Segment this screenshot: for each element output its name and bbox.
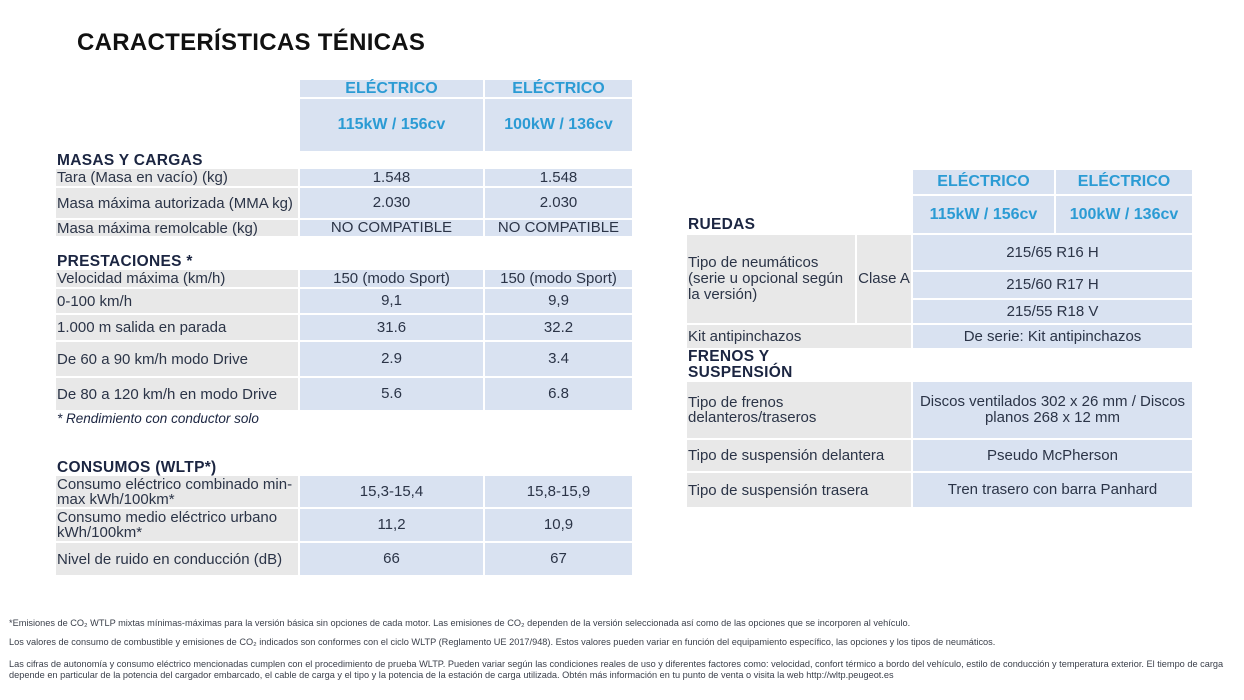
row-value: 31.6 — [300, 315, 483, 340]
right-col1-type: ELÉCTRICO — [913, 170, 1054, 194]
tyre-class: Clase A — [857, 235, 911, 323]
row-value: 66 — [300, 543, 483, 575]
right-col2-type: ELÉCTRICO — [1056, 170, 1192, 194]
section-masas: MASAS Y CARGAS — [57, 152, 203, 169]
row-label: Tara (Masa en vacío) (kg) — [56, 169, 298, 186]
row-label: Masa máxima remolcable (kg) — [56, 220, 298, 236]
row-value: Pseudo McPherson — [913, 440, 1192, 471]
row-value: 11,2 — [300, 509, 483, 541]
wltp-link[interactable]: http://wltp.peugeot.es — [806, 670, 894, 680]
footnote-emissions: *Emisiones de CO₂ WTLP mixtas mínimas-máximas para la versión básica sin opciones de cada motor. Las emisiones de CO₂ dependen de la versión seleccionada así como de las opciones que se incorporen al vehículo. — [9, 618, 911, 628]
row-value: NO COMPATIBLE — [300, 220, 483, 236]
row-label: De 60 a 90 km/h modo Drive — [56, 342, 298, 376]
row-value: Tren trasero con barra Panhard — [913, 473, 1192, 507]
row-value: 10,9 — [485, 509, 632, 541]
tyre-option: 215/60 R17 H — [913, 272, 1192, 298]
footnote-autonomy-text: Las cifras de autonomía y consumo eléctrico mencionadas cumplen con el procedimiento de prueba WLTP. Pueden variar según las condiciones reales de uso y diferentes factores como: velocidad, confort térmico a bordo del vehículo, estilo de conducción y temperatura exterior. El tiempo de carga depende en particular de la potencia del cargador embarcado, el cable de carga y el tipo y la potencia de la estación de carga utilizada. Obtén más información en tu punto de venta o visita la web — [9, 659, 1224, 680]
right-col2-power: 100kW / 136cv — [1056, 196, 1192, 233]
tyre-option: 215/65 R16 H — [913, 235, 1192, 270]
left-col2-power: 100kW / 136cv — [485, 99, 632, 151]
row-label: Velocidad máxima (km/h) — [56, 270, 298, 287]
performance-note: * Rendimiento con conductor solo — [57, 411, 259, 426]
section-consumos: CONSUMOS (WLTP*) — [57, 459, 217, 476]
row-label: Nivel de ruido en conducción (dB) — [56, 543, 298, 575]
row-value: 32.2 — [485, 315, 632, 340]
kit-label: Kit antipinchazos — [687, 325, 911, 348]
row-value: 15,3-15,4 — [300, 476, 483, 507]
tyre-option: 215/55 R18 V — [913, 300, 1192, 323]
row-value: 9,1 — [300, 289, 483, 313]
row-label: 1.000 m salida en parada — [56, 315, 298, 340]
row-value: 5.6 — [300, 378, 483, 410]
tyre-label: Tipo de neumáticos (serie u opcional según la versión) — [687, 235, 855, 323]
row-label: Tipo de suspensión delantera — [687, 440, 911, 471]
footnote-autonomy — [9, 659, 1229, 681]
row-value: 15,8-15,9 — [485, 476, 632, 507]
left-col2-type: ELÉCTRICO — [485, 80, 632, 97]
right-col1-power: 115kW / 156cv — [913, 196, 1054, 233]
page-title: CARACTERÍSTICAS TÉNICAS — [77, 29, 426, 56]
row-value: 150 (modo Sport) — [300, 270, 483, 287]
row-value: 3.4 — [485, 342, 632, 376]
row-value: 9,9 — [485, 289, 632, 313]
section-prestaciones: PRESTACIONES * — [57, 253, 193, 270]
row-value: 2.030 — [300, 188, 483, 218]
row-label: Tipo de suspensión trasera — [687, 473, 911, 507]
row-value: 6.8 — [485, 378, 632, 410]
row-value: Discos ventilados 302 x 26 mm / Discos planos 268 x 12 mm — [913, 382, 1192, 438]
row-value: 67 — [485, 543, 632, 575]
row-value: 2.030 — [485, 188, 632, 218]
row-label: Consumo medio eléctrico urbano kWh/100km* — [56, 509, 298, 541]
row-value: 2.9 — [300, 342, 483, 376]
row-label: De 80 a 120 km/h en modo Drive — [56, 378, 298, 410]
section-ruedas: RUEDAS — [688, 216, 756, 233]
row-label: Consumo eléctrico combinado min-max kWh/100km* — [56, 476, 298, 507]
kit-value: De serie: Kit antipinchazos — [913, 325, 1192, 348]
left-col1-power: 115kW / 156cv — [300, 99, 483, 151]
left-col1-type: ELÉCTRICO — [300, 80, 483, 97]
footnote-wltp: Los valores de consumo de combustible y emisiones de CO₂ indicados son conformes con el ciclo WLTP (Reglamento UE 2017/948). Estos valores pueden variar en función del equipamiento específico, las opciones y los tipos de neumáticos. — [9, 637, 996, 647]
row-value: NO COMPATIBLE — [485, 220, 632, 236]
row-value: 1.548 — [485, 169, 632, 186]
row-value: 150 (modo Sport) — [485, 270, 632, 287]
row-value: 1.548 — [300, 169, 483, 186]
section-frenos: FRENOS Y SUSPENSIÓN — [688, 348, 793, 381]
row-label: 0-100 km/h — [56, 289, 298, 313]
row-label: Masa máxima autorizada (MMA kg) — [56, 188, 298, 218]
row-label: Tipo de frenos delanteros/traseros — [687, 382, 911, 438]
